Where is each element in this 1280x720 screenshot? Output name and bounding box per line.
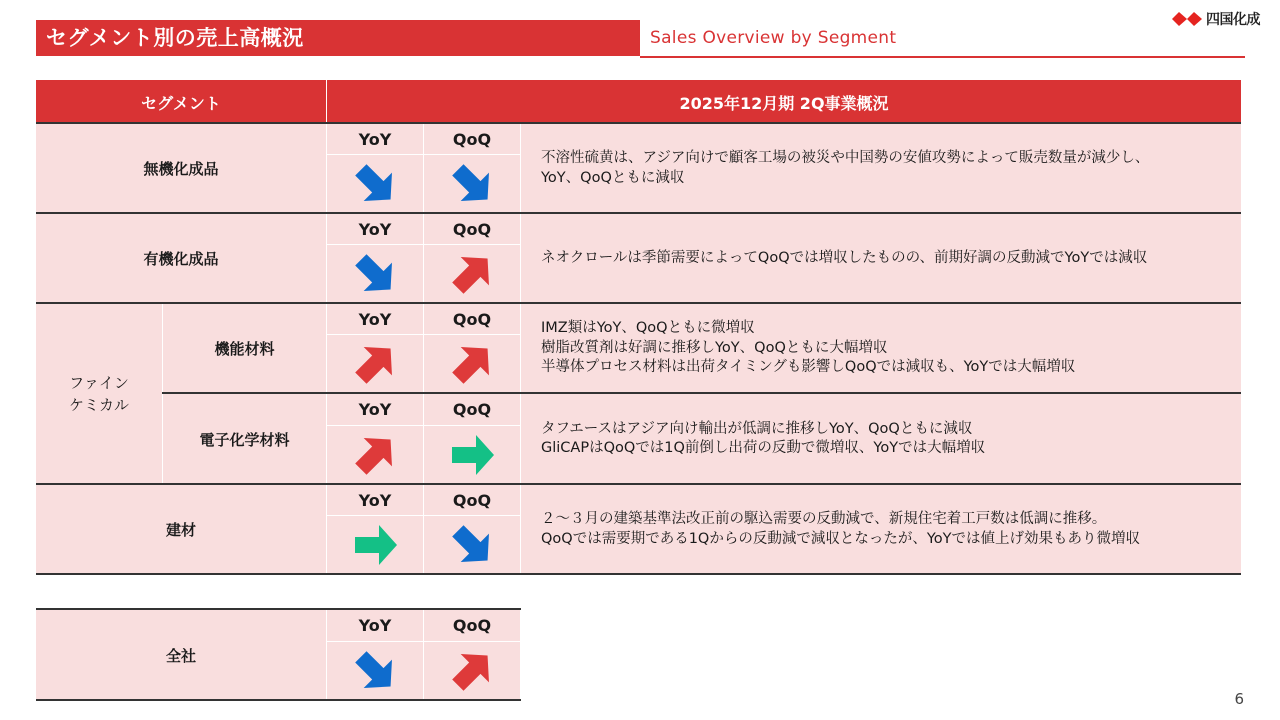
- page-subtitle: Sales Overview by Segment: [650, 28, 897, 48]
- arrow-down-icon: [444, 517, 500, 573]
- yoy-label: YoY: [327, 485, 423, 515]
- qoq-arrow: [424, 245, 520, 303]
- row-separator: [36, 573, 1241, 575]
- overview-column-header: 2025年12月期 2Q事業概況: [327, 80, 1241, 124]
- row-separator: [36, 212, 1241, 214]
- yoy-arrow: [327, 516, 423, 574]
- description-line: 不溶性硫黄は、アジア向けで顧客工場の被災や中国勢の安値攻勢によって販売数量が減少し、: [541, 150, 1150, 166]
- page-title: セグメント別の売上高概況: [36, 20, 640, 56]
- qoq-label: QoQ: [424, 485, 520, 515]
- row-separator: [36, 483, 1241, 485]
- segment-description: [521, 214, 1241, 303]
- description-line: ネオクロールは季節需要によってQoQでは増収したものの、前期好調の反動減でYoYでは減収: [541, 249, 1148, 266]
- yoy-arrow: [327, 335, 423, 393]
- yoy-label: YoY: [327, 124, 423, 154]
- yoy-arrow: [327, 155, 423, 213]
- qoq-label: QoQ: [424, 304, 520, 334]
- arrow-up-icon: [347, 336, 403, 392]
- segment-description: [521, 394, 1241, 484]
- qoq-arrow: [424, 516, 520, 574]
- logo-text: 四国化成: [1206, 12, 1260, 28]
- total-top-rule: [36, 608, 521, 610]
- segment-description: [521, 124, 1241, 213]
- yoy-arrow: [327, 245, 423, 303]
- qoq-arrow: [424, 426, 520, 484]
- description-line: タフエースはアジア向け輸出が低調に推移しYoY、QoQともに減収: [541, 420, 973, 437]
- title-underline: [640, 56, 1245, 58]
- yoy-label: YoY: [327, 610, 423, 641]
- segment-name: 無機化成品: [36, 124, 326, 213]
- yoy-label: YoY: [327, 304, 423, 334]
- arrow-right-icon: [444, 427, 500, 483]
- qoq-label: QoQ: [424, 124, 520, 154]
- arrow-up-icon: [444, 643, 500, 699]
- arrow-down-icon: [347, 643, 403, 699]
- description-line: GliCAPはQoQでは1Q前倒し出荷の反動で微増収、YoYでは大幅増収: [541, 440, 986, 456]
- row-separator: [162, 392, 1241, 394]
- qoq-label: QoQ: [424, 610, 520, 641]
- yoy-arrow: [327, 642, 423, 700]
- description-line: 半導体プロセス材料は出荷タイミングも影響しQoQでは減収も、YoYでは大幅増収: [541, 359, 1076, 376]
- arrow-up-icon: [444, 246, 500, 302]
- logo-mark-icon: [1172, 12, 1202, 26]
- qoq-arrow: [424, 155, 520, 213]
- description-line: QoQでは需要期である1Qからの反動減で減収となったが、YoYでは値上げ効果もあり微増収: [541, 530, 1140, 547]
- description-line: YoY、QoQともに減収: [541, 169, 685, 186]
- total-label: 全社: [36, 610, 326, 700]
- qoq-arrow: [424, 642, 520, 700]
- segment-group-fine-chemical: ファイン ケミカル: [36, 304, 162, 484]
- segment-name: 建材: [36, 485, 326, 574]
- qoq-arrow: [424, 335, 520, 393]
- yoy-label: YoY: [327, 394, 423, 425]
- arrow-down-icon: [347, 156, 403, 212]
- yoy-label: YoY: [327, 214, 423, 244]
- description-line: 樹脂改質剤は好調に推移しYoY、QoQともに大幅増収: [541, 339, 888, 356]
- segment-description: [521, 304, 1241, 393]
- arrow-up-icon: [347, 427, 403, 483]
- segment-description: [521, 485, 1241, 574]
- arrow-right-icon: [347, 517, 403, 573]
- segment-column-header: セグメント: [36, 80, 326, 124]
- qoq-label: QoQ: [424, 214, 520, 244]
- arrow-up-icon: [444, 336, 500, 392]
- description-line: ２～３月の建築基準法改正前の駆込需要の反動減で、新規住宅着工戸数は低調に推移。: [541, 511, 1107, 527]
- company-logo: [1172, 9, 1260, 29]
- segment-name: 有機化成品: [36, 214, 326, 303]
- arrow-down-icon: [347, 246, 403, 302]
- row-separator: [36, 302, 1241, 304]
- total-bottom-rule: [36, 699, 521, 701]
- page-number: 6: [1234, 690, 1244, 708]
- arrow-down-icon: [444, 156, 500, 212]
- segment-name: 電子化学材料: [163, 394, 326, 484]
- row-separator: [36, 122, 1241, 124]
- qoq-label: QoQ: [424, 394, 520, 425]
- yoy-arrow: [327, 426, 423, 484]
- description-line: IMZ類はYoY、QoQともに微増収: [541, 320, 755, 337]
- segment-name: 機能材料: [163, 304, 326, 393]
